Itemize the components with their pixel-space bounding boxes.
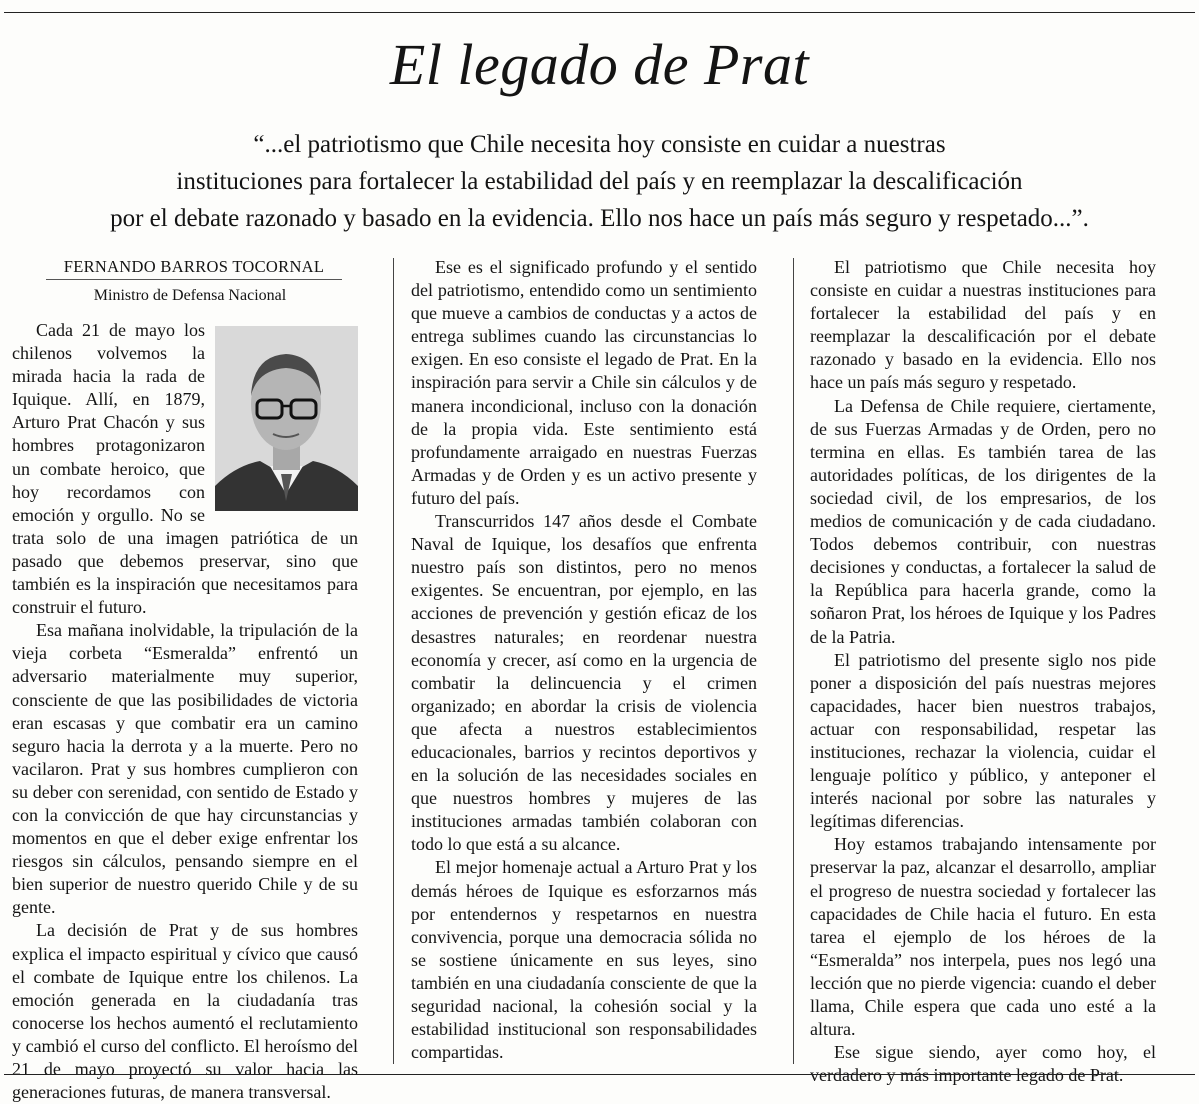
top-rule (4, 12, 1195, 13)
article-paragraph: La Defensa de Chile requiere, ciertamente, de sus Fuerzas Armadas y de Orden, pero no termina en ellas. Es también tarea de las autoridades políticas, de los dirigentes de la sociedad civil, de los empresarios, de los medios de comunicación y de cada ciudadano. Todos debemos contribuir, con nuestras decisiones y conductas, a fortalecer la salud de la República para hacerla grande, como la soñaron Prat, los héroes de Iquique y los Padres de la Patria. (810, 395, 1156, 647)
article-paragraph: Ese es el significado profundo y el sentido del patriotismo, entendido como un sentimiento que mueve a cambios de conductas y a actos de entrega sublimes cuando las circunstancias lo exigen. En eso consiste el legado de Prat. En la inspiración para servir a Chile sin cálculos y de manera incondicional, incluso con la donación de la propia vida. Este sentimiento está profundamente arraigado en nuestras Fuerzas Armadas y de Orden y es un activo presente y futuro del país. (411, 257, 757, 508)
author-role: Ministro de Defensa Nacional (93, 287, 287, 304)
article-paragraph: Esa mañana inolvidable, la tripulación de la vieja corbeta “Esmeralda” enfrentó un adversario materialmente muy superior, consciente de que las posibilidades de victoria eran escasas y que combatir era un camino seguro hacia la derrota y a la muerte. Pero no vacilaron. Prat y sus hombres cumplieron con su deber con serenidad, con sentido de Estado y con la convicción de que hay circunstancias y momentos en que el deber exige enfrentar los riesgos sin cálculos, pensando siempre en el bien superior de nuestro querido Chile y de su gente. (12, 620, 358, 918)
article-column-3 (810, 256, 1156, 1086)
article-paragraph: Hoy estamos trabajando intensamente por preservar la paz, alcanzar el desarrollo, ampliar el progreso de nuestra sociedad y fortalecer las capacidades de Chile hacia el futuro. En esta tarea el ejemplo de los héroes de la “Esmeralda” nos interpela, pues nos legó una lección que no pierde vigencia: cuando el deber llama, Chile espera que cada uno esté a la altura. (810, 834, 1156, 1040)
author-portrait-icon (215, 326, 358, 511)
article-paragraph: La decisión de Prat y de sus hombres explica el impacto espiritual y cívico que causó el combate de Iquique entre los chilenos. La emoción generada en la ciudadanía tras conocerse los hechos aumentó el reclutamiento y cambió el curso del conflicto. El heroísmo del 21 de mayo proyectó su valor hacia las generaciones futuras, de manera transversal. (12, 920, 358, 1103)
pull-quote (30, 126, 1169, 237)
pull-quote-line: instituciones para fortalecer la estabilidad del país y en reemplazar la descalificación (176, 168, 1023, 195)
headline: El legado de Prat (389, 32, 810, 97)
author-photo (215, 326, 358, 511)
article-paragraph: El patriotismo del presente siglo nos pide poner a disposición del país nuestras mejores capacidades, hacer bien nuestros trabajos, actuar con responsabilidad, respetar las instituciones, rechazar la violencia, cuidar el lenguaje político y público, y anteponer el interés nacional por sobre las naturales y legítimas diferencias. (810, 649, 1156, 832)
article-paragraph: Ese sigue siendo, ayer como hoy, el verdadero y más importante legado de Prat. (810, 1042, 1156, 1086)
article-paragraph: Transcurridos 147 años desde el Combate Naval de Iquique, los desafíos que enfrenta nuestro país son distintos, pero no menos exigentes. Se encuentran, por ejemplo, en las acciones de prevención y gestión eficaz de los desastres naturales; en reordenar nuestra economía y crecer, así como en la urgencia de combatir la delincuencia y el crimen organizado; en abordar la crisis de violencia que afecta a nuestros establecimientos educacionales, barrios y recintos deportivos y en la solución de las necesidades sociales en que nuestros hombres y mujeres de las instituciones armadas también colaboran con todo lo que está a su alcance. (411, 511, 757, 855)
pull-quote-line: “...el patriotismo que Chile necesita hoy consiste en cuidar a nuestras (253, 131, 946, 158)
article-paragraph: El mejor homenaje actual a Arturo Prat y los demás héroes de Iquique es esforzarnos más por entendernos y respetarnos en nuestra convivencia, porque una democracia sólida no se sostiene únicamente en sus leyes, sino también en una ciudadanía consciente de que la seguridad nacional, la cohesión social y la estabilidad institucional son responsabilidades compartidas. (411, 857, 757, 1063)
column-divider (793, 258, 794, 1064)
pull-quote-line: por el debate razonado y basado en la evidencia. Ello nos hace un país más seguro y respetado...”. (110, 205, 1089, 232)
author-name: FERNANDO BARROS TOCORNAL (46, 256, 342, 280)
article-paragraph: Cada 21 de mayo los chilenos volvemos la mirada hacia la rada de Iquique. Allí, en 1879, Arturo Prat Chacón y sus hombres protagonizaron un combate heroico, que hoy recordamos con emoción y orgullo. No se trata solo de una imagen patriótica de un pasado que debemos preservar, sino que también es la inspiración que necesitamos para construir el futuro. (12, 320, 358, 618)
article-column-2 (411, 256, 757, 1066)
article-paragraph: El patriotismo que Chile necesita hoy consiste en cuidar a nuestras instituciones para fortalecer la estabilidad del país y en reemplazar la descalificación por el debate razonado y basado en la evidencia. Ello nos hace un país más seguro y respetado. (810, 257, 1156, 393)
article-column-1 (12, 256, 358, 1103)
column-divider (393, 258, 394, 1064)
bottom-rule (4, 1074, 1195, 1075)
